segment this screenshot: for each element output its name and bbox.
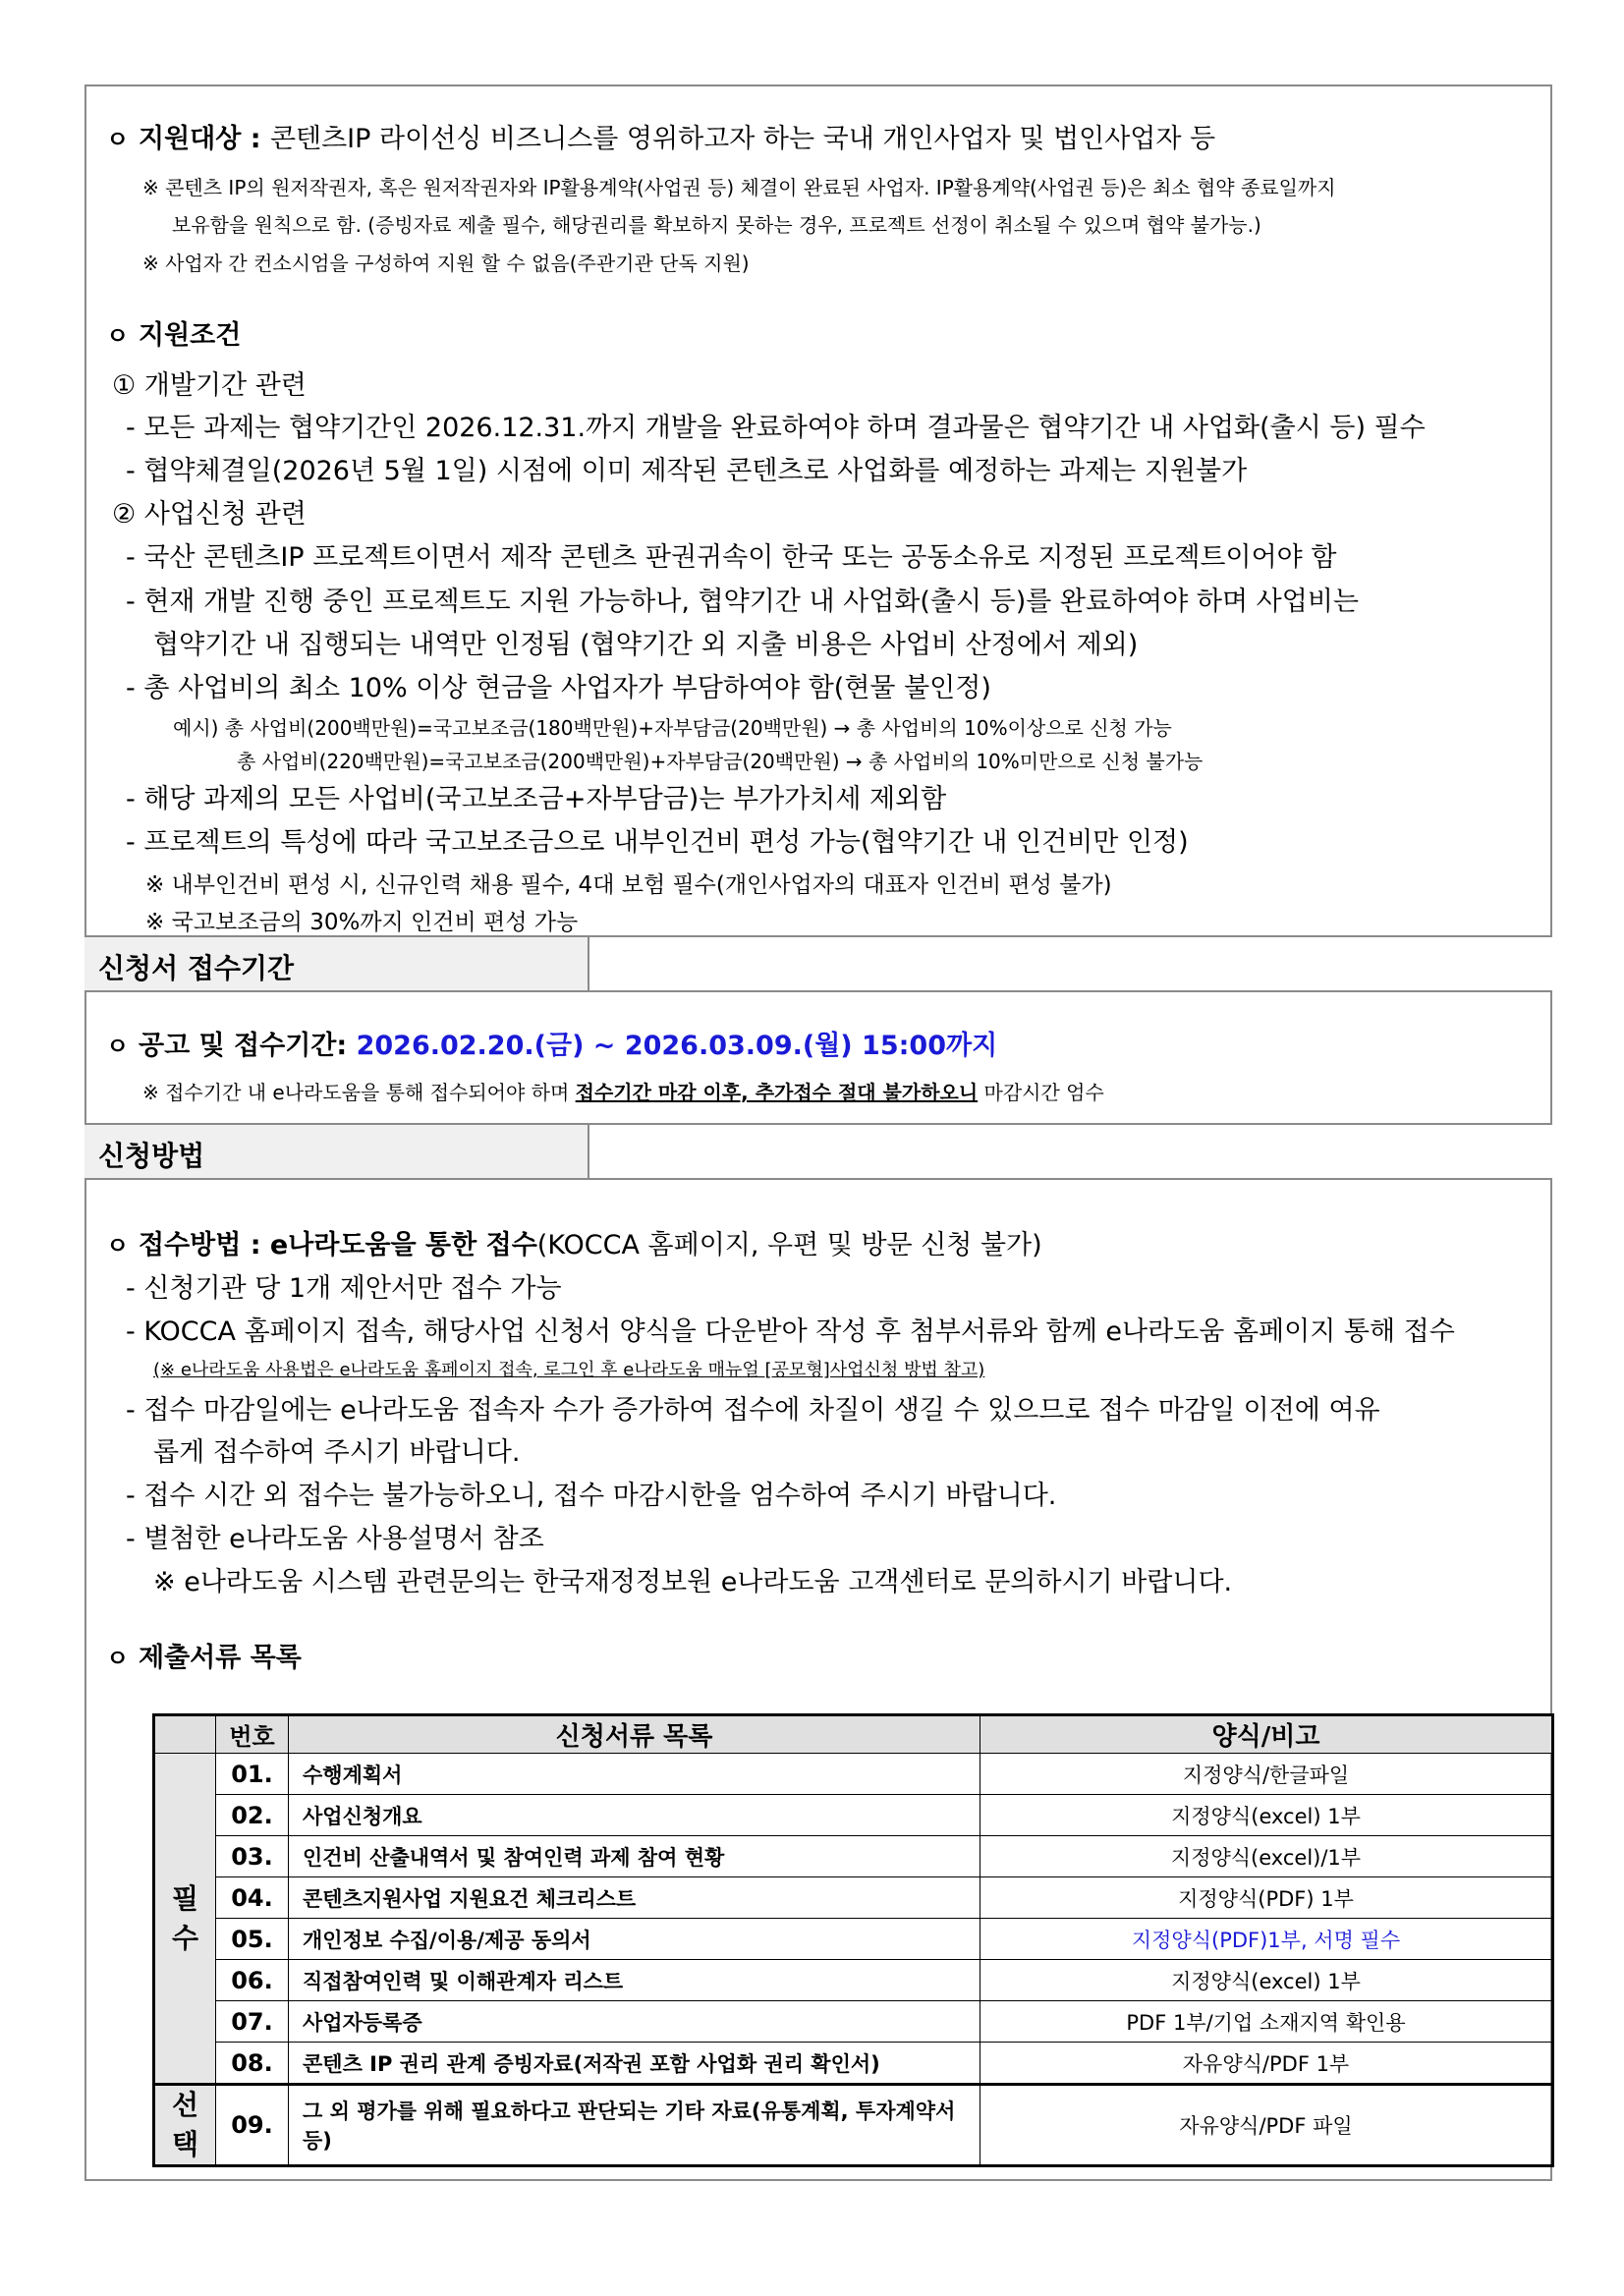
target-note-1a: ※ 콘텐츠 IP의 원저작권자, 혹은 원저작권자와 IP활용계약(사업권 등) 체결이 완료된 사업자. IP활용계약(사업권 등)은 최소 협약 종료일까지 <box>142 176 1336 199</box>
conditions-sub2: ② 사업신청 관련 <box>112 499 307 530</box>
optional-label <box>154 2085 216 2166</box>
period-note-c: 마감시간 엄수 <box>983 1081 1104 1104</box>
period-dates: 2026.02.20.(금) ~ 2026.03.09.(월) 15:00까지 <box>356 1031 998 1061</box>
target-note-2: ※ 사업자 간 컨소시엄을 구성하여 지원 할 수 없음(주관기관 단독 지원) <box>142 252 750 275</box>
row-form: 지정양식(excel) 1부 <box>980 1795 1553 1836</box>
bullet-icon: ㅇ <box>106 126 130 153</box>
period-note <box>142 1077 1104 1105</box>
table-row <box>154 1836 1553 1877</box>
optional-label-text: 선택 <box>171 2089 199 2160</box>
example-2: 총 사업비(220백만원)=국고보조금(200백만원)+자부담금(20백만원) → 총 사업비의 10%미만으로 신청 불가능 <box>237 750 1204 773</box>
row-no: 03. <box>216 1836 289 1877</box>
table-row <box>154 1919 1553 1960</box>
row-no: 09. <box>216 2085 289 2166</box>
row-form: 지정양식(PDF) 1부 <box>980 1877 1553 1919</box>
target-heading <box>139 117 1215 155</box>
row-form: 지정양식(PDF)1부, 서명 필수 <box>980 1919 1553 1960</box>
example-1: 예시) 총 사업비(200백만원)=국고보조금(180백만원)+자부담금(20백만원) → 총 사업비의 10%이상으로 신청 가능 <box>173 716 1172 740</box>
table-row <box>154 2043 1553 2085</box>
conditions-sub2-item: - 프로젝트의 특성에 따라 국고보조금으로 내부인건비 편성 가능(협약기간 내 인건비만 인정) <box>126 827 1189 858</box>
method-note: ※ e나라도움 시스템 관련문의는 한국재정정보원 e나라도움 고객센터로 문의하시기 바랍니다. <box>153 1567 1233 1597</box>
row-name: 인건비 산출내역서 및 참여인력 과제 참여 현황 <box>289 1836 980 1877</box>
method-label: 신청방법 <box>98 1140 205 1172</box>
period-band-cell <box>588 937 1552 990</box>
row-no: 02. <box>216 1795 289 1836</box>
row-name: 콘텐츠 IP 권리 관계 증빙자료(저작권 포함 사업화 권리 확인서) <box>289 2043 980 2085</box>
row-no: 07. <box>216 2001 289 2043</box>
period-note-a: ※ 접수기간 내 e나라도움을 통해 접수되어야 하며 <box>142 1081 570 1104</box>
table-row <box>154 1960 1553 2001</box>
table-header-cell: 신청서류 목록 <box>289 1715 980 1754</box>
row-name: 사업신청개요 <box>289 1795 980 1836</box>
table-row <box>154 2001 1553 2043</box>
target-note-1b: 보유함을 원칙으로 함. (증빙자료 제출 필수, 해당권리를 확보하지 못하는 경우, 프로젝트 선정이 취소될 수 있으며 협약 불가능.) <box>172 213 1261 237</box>
documents-heading: 제출서류 목록 <box>139 1643 302 1673</box>
method-band <box>84 1123 1552 1180</box>
bullet-icon: ㅇ <box>106 322 130 350</box>
conditions-sub1-item: - 모든 과제는 협약기간인 2026.12.31.까지 개발을 완료하여야 하며 결과물은 협약기간 내 사업화(출시 등) 필수 <box>126 413 1426 443</box>
row-form: 자유양식/PDF 파일 <box>980 2085 1553 2166</box>
table-header-cell: 번호 <box>216 1715 289 1754</box>
method-item-cont: 롭게 접수하여 주시기 바랍니다. <box>153 1437 521 1468</box>
method-item2-note: (※ e나라도움 사용법은 e나라도움 홈페이지 접속, 로그인 후 e나라도움 매뉴얼 [공모형]사업신청 방법 참고) <box>153 1360 985 1380</box>
bullet-icon: ㅇ <box>106 1645 130 1672</box>
row-no: 04. <box>216 1877 289 1919</box>
period-band <box>84 935 1552 992</box>
method-item: - 접수 시간 외 접수는 불가능하오니, 접수 마감시한을 엄수하여 주시기 바랍니다. <box>126 1481 1057 1511</box>
target-text: 콘텐츠IP 라이선싱 비즈니스를 영위하고자 하는 국내 개인사업자 및 법인사업자 등 <box>269 124 1216 154</box>
conditions-sub2-item: - 총 사업비의 최소 10% 이상 현금을 사업자가 부담하여야 함(현물 불인정) <box>126 673 991 703</box>
documents-table <box>152 1713 1554 2167</box>
row-name: 사업자등록증 <box>289 2001 980 2043</box>
method-item: - 별첨한 e나라도움 사용설명서 참조 <box>126 1524 544 1554</box>
period-label: 신청서 접수기간 <box>98 952 295 984</box>
method-item: - 신청기관 당 1개 제안서만 접수 가능 <box>126 1273 562 1304</box>
row-no: 01. <box>216 1754 289 1795</box>
conditions-sub2-item: - 해당 과제의 모든 사업비(국고보조금+자부담금)는 부가가치세 제외함 <box>126 784 947 814</box>
target-heading-label: 지원대상 : <box>139 124 261 154</box>
table-header-cell: 양식/비고 <box>980 1715 1553 1754</box>
method-band-cell <box>588 1125 1552 1178</box>
row-name: 그 외 평가를 위해 필요하다고 판단되는 기타 자료(유통계획, 투자계약서 등) <box>289 2085 980 2166</box>
period-heading <box>139 1024 997 1062</box>
row-name: 개인정보 수집/이용/제공 동의서 <box>289 1919 980 1960</box>
conditions-sub1-item: - 협약체결일(2026년 5월 1일) 시점에 이미 제작된 콘텐츠로 사업화를 예정하는 과제는 지원불가 <box>126 456 1248 486</box>
row-no: 08. <box>216 2043 289 2085</box>
row-form: 지정양식(excel) 1부 <box>980 1960 1553 2001</box>
row-no: 06. <box>216 1960 289 2001</box>
table-row <box>154 1795 1553 1836</box>
row-form: 지정양식(excel)/1부 <box>980 1836 1553 1877</box>
required-label <box>154 1754 216 2085</box>
conditions-sub2-item: - 국산 콘텐츠IP 프로젝트이면서 제작 콘텐츠 판권귀속이 한국 또는 공동소유로 지정된 프로젝트이어야 함 <box>126 542 1337 573</box>
table-header-row <box>154 1715 1553 1754</box>
row-form: 자유양식/PDF 1부 <box>980 2043 1553 2085</box>
table-row <box>154 1754 1553 1795</box>
row-form: 지정양식/한글파일 <box>980 1754 1553 1795</box>
period-note-b: 접수기간 마감 이후, 추가접수 절대 불가하오니 <box>575 1081 979 1104</box>
period-heading-label: 공고 및 접수기간: <box>139 1031 348 1061</box>
required-label-text: 필수 <box>171 1881 199 1954</box>
conditions-sub1: ① 개발기간 관련 <box>112 370 307 401</box>
method-heading-rest: (KOCCA 홈페이지, 우편 및 방문 신청 불가) <box>536 1230 1042 1260</box>
conditions-sub2-item: - 현재 개발 진행 중인 프로젝트도 지원 가능하나, 협약기간 내 사업화(출시 등)를 완료하여야 하며 사업비는 <box>126 587 1359 617</box>
row-form: PDF 1부/기업 소재지역 확인용 <box>980 2001 1553 2043</box>
conditions-note-4: ※ 국고보조금의 30%까지 인건비 편성 가능 <box>145 910 579 935</box>
method-heading-label: 접수방법 : e나라도움을 통한 접수 <box>139 1230 537 1260</box>
method-heading <box>139 1223 1042 1261</box>
conditions-heading: 지원조건 <box>139 320 242 351</box>
bullet-icon: ㅇ <box>106 1033 130 1060</box>
row-name: 수행계획서 <box>289 1754 980 1795</box>
row-name: 콘텐츠지원사업 지원요건 체크리스트 <box>289 1877 980 1919</box>
row-name: 직접참여인력 및 이해관계자 리스트 <box>289 1960 980 2001</box>
bullet-icon: ㅇ <box>106 1232 130 1260</box>
row-no: 05. <box>216 1919 289 1960</box>
table-row <box>154 1877 1553 1919</box>
conditions-note-3: ※ 내부인건비 편성 시, 신규인력 채용 필수, 4대 보험 필수(개인사업자의 대표자 인건비 편성 불가) <box>145 872 1112 898</box>
table-header-cell <box>154 1715 216 1754</box>
method-item: - 접수 마감일에는 e나라도움 접속자 수가 증가하여 접수에 차질이 생길 수 있으므로 접수 마감일 이전에 여유 <box>126 1395 1380 1426</box>
table-row <box>154 2085 1553 2166</box>
method-item: - KOCCA 홈페이지 접속, 해당사업 신청서 양식을 다운받아 작성 후 첨부서류와 함께 e나라도움 홈페이지 통해 접수 <box>126 1316 1455 1347</box>
conditions-sub2-item-cont: 협약기간 내 집행되는 내역만 인정됨 (협약기간 외 지출 비용은 사업비 산정에서 제외) <box>153 630 1139 660</box>
